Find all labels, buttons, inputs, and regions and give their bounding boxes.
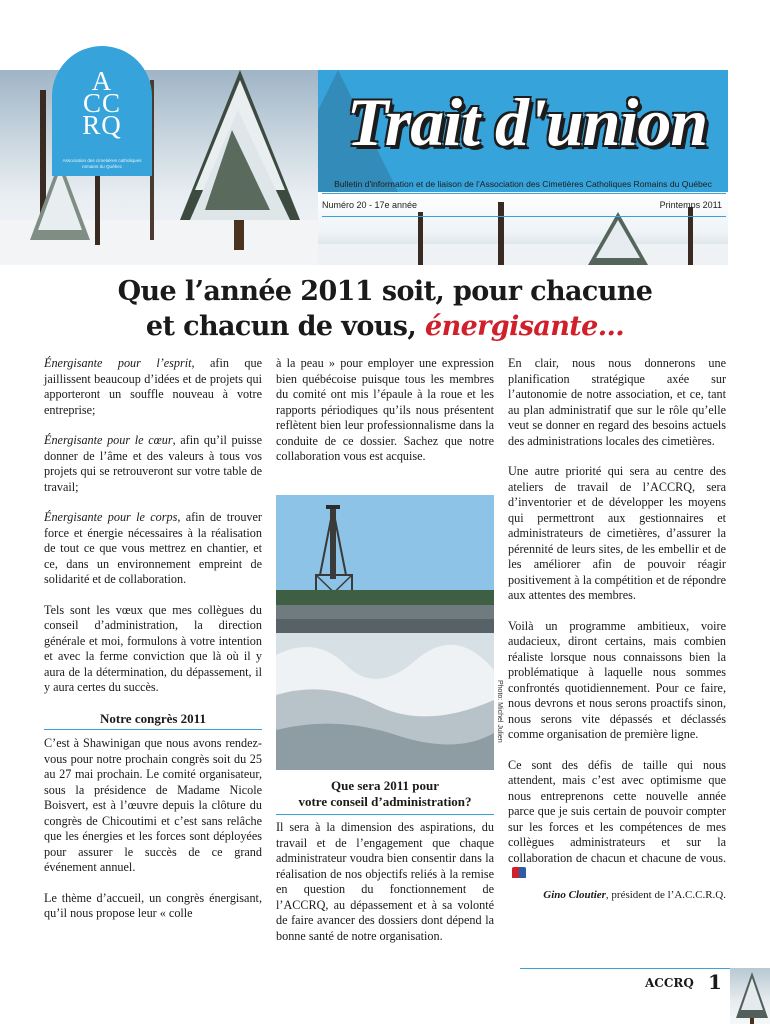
- logo-letter-cc: CC: [82, 88, 122, 118]
- newsletter-subtitle: Bulletin d'information et de liaison de l'Association des Cimetières Catholiques Romains du Québec: [334, 179, 712, 189]
- paragraph-lead: Énergisante pour l’esprit: [44, 356, 192, 370]
- paragraph: En clair, nous nous donnerons une planification stratégique axée sur l’autonomie de notre association, et ce, tant au plan administratif que sur le rôle qu’elle veut se donner en regard des besoins actuels des administrations locales des cimetières.: [508, 356, 726, 448]
- headline-line-1: Que l’année 2011 soit, pour chacune: [117, 276, 653, 307]
- footer-rule: [520, 968, 730, 969]
- waterfall-tower-photo: [276, 495, 494, 770]
- article-column-2: [276, 356, 494, 480]
- paragraph: [44, 356, 262, 418]
- snow-trees-illustration: [0, 66, 330, 265]
- paragraph: Une autre priorité qui sera au centre des ateliers de travail de l’ACCRQ, sera d’inventorier et de développer les moyens qui permettront aux gestionnaires et administrateurs de cimetières, d’assurer la pérennité de leurs sites, de les embellir et de les améliorer afin de pouvoir réagir positivement à la compétition et de répondre aux attentes des membres.: [508, 464, 726, 602]
- paragraph-lead: Énergisante pour le cœur: [44, 433, 173, 447]
- issue-season: Printemps 2011: [659, 200, 722, 210]
- paragraph-text: , afin que jaillissent beaucoup d’idées et de projets qui apporteront un souffle nouveau à votre entreprise;: [44, 356, 262, 417]
- paragraph-text: , afin qu’il puisse donner de l’âme et des valeurs à tous vos projets qui se retrouveront sur votre table de travail;: [44, 433, 262, 494]
- paragraph-lead: Énergisante pour le corps: [44, 510, 178, 524]
- section-heading-line-1: Que sera 2011 pour: [331, 778, 439, 793]
- logo-letters: [52, 66, 152, 140]
- section-heading-line-2: votre conseil d’administration?: [298, 794, 472, 809]
- signature: [508, 888, 726, 904]
- accrq-logo: [52, 46, 152, 176]
- page-number: 1: [708, 970, 722, 994]
- photo-credit: Photo: Michel Julien: [496, 680, 503, 743]
- footer-tree-illustration: [730, 968, 770, 1024]
- headline-accent: énergisante...: [424, 311, 625, 342]
- paragraph-text: Ce sont des défis de taille qui nous attendent, mais c’est avec optimisme que nous entreprenons cette nouvelle année parce que je suis certain de pouvoir compter sur les forces et les compétences de mes collègues administrateurs et sur la collaboration de chacun et chacune de vous.: [508, 757, 726, 865]
- paragraph: [508, 758, 726, 882]
- waterfall-illustration: [276, 495, 494, 770]
- winter-forest-photo: [0, 66, 330, 265]
- paragraph: Il sera à la dimension des aspirations, du travail et de l’engagement que chaque administrateur voudra bien consentir dans la réalisation de nos objectifs reliés à la remise en question du fonctionnement de l’ACCRQ, au dépassement et à sa volonté de faire avancer des dossiers dont dépend la bonne santé de notre organisation.: [276, 820, 494, 943]
- issue-number: Numéro 20 - 17e année: [322, 200, 418, 210]
- logo-letter-a: A: [91, 66, 113, 96]
- paragraph: [44, 510, 262, 588]
- logo-tagline: Association des cimetières catholiques romains du Québec: [62, 158, 142, 169]
- logo-letter-rq: RQ: [82, 110, 122, 140]
- newsletter-title: Trait d'union: [346, 84, 708, 160]
- paragraph: à la peau » pour employer une expression bien québécoise puisque tous les membres du comité ont mis l’épaule à la roue et les rapports périodiques qu’ils nous présentent reflètent bien leur professionnalisme dans la conduite de ce dossier. Sachez que notre collaboration vous est acquise.: [276, 356, 494, 463]
- signature-role: , président de l’A.C.C.R.Q.: [605, 888, 726, 901]
- masthead: [0, 0, 770, 265]
- footer-winter-photo: [730, 968, 770, 1024]
- book-icon: [512, 867, 526, 878]
- paragraph-text: , afin de trouver force et énergie nécessaires à la réalisation de tout ce que vous mettrez en chantier, et ce, dans un environnement empreint de solidarité et de collaboration.: [44, 510, 262, 586]
- paragraph: Tels sont les vœux que mes collègues du conseil d’administration, la direction générale et moi, formulons à votre intention et avec la ferme conviction que là où il y aura de la détermination, du dépassement, il y aura certes du succès.: [44, 602, 262, 694]
- masthead-rule-bottom: [322, 216, 726, 217]
- section-heading-conseil: [276, 778, 494, 810]
- paragraph: C’est à Shawinigan que nous avons rendez-vous pour notre prochain congrès soit du 25 au 27 mai prochain. Le comité organisateur, sous la présidence de Madame Nicole Boisvert, est à l’œuvre depuis la clôture du congrès de Chicoutimi et c’est sans relâche que les énergies et les forces sont déployées pour assurer le succès de ce grand événement annuel.: [44, 736, 262, 874]
- masthead-rule-top: [322, 193, 726, 194]
- paragraph: Le thème d’accueil, un congrès énergisant, qu’il nous propose leur « colle: [44, 890, 262, 920]
- headline-line-2: [40, 309, 730, 344]
- section-heading-congres: Notre congrès 2011: [44, 711, 262, 731]
- footer-label: ACCRQ: [645, 976, 694, 990]
- signature-name: Gino Cloutier: [543, 888, 606, 901]
- article-column-3: [508, 356, 726, 903]
- paragraph: [44, 433, 262, 495]
- main-headline: [40, 274, 730, 344]
- article-column-2-lower: [276, 820, 494, 944]
- article-column-1: [44, 356, 262, 937]
- paragraph: Voilà un programme ambitieux, voire audacieux, diront certains, mais combien réaliste lorsque nous connaissons bien la problématique à laquelle nous sommes confrontés quotidiennement. Pour ce faire, nous devrons et nous serons proactifs sinon, nous serons vite dépassés et déclassés comme organisation de première ligne.: [508, 618, 726, 741]
- headline-line-2-plain: et chacun de vous,: [145, 311, 425, 342]
- section-rule: [276, 814, 494, 815]
